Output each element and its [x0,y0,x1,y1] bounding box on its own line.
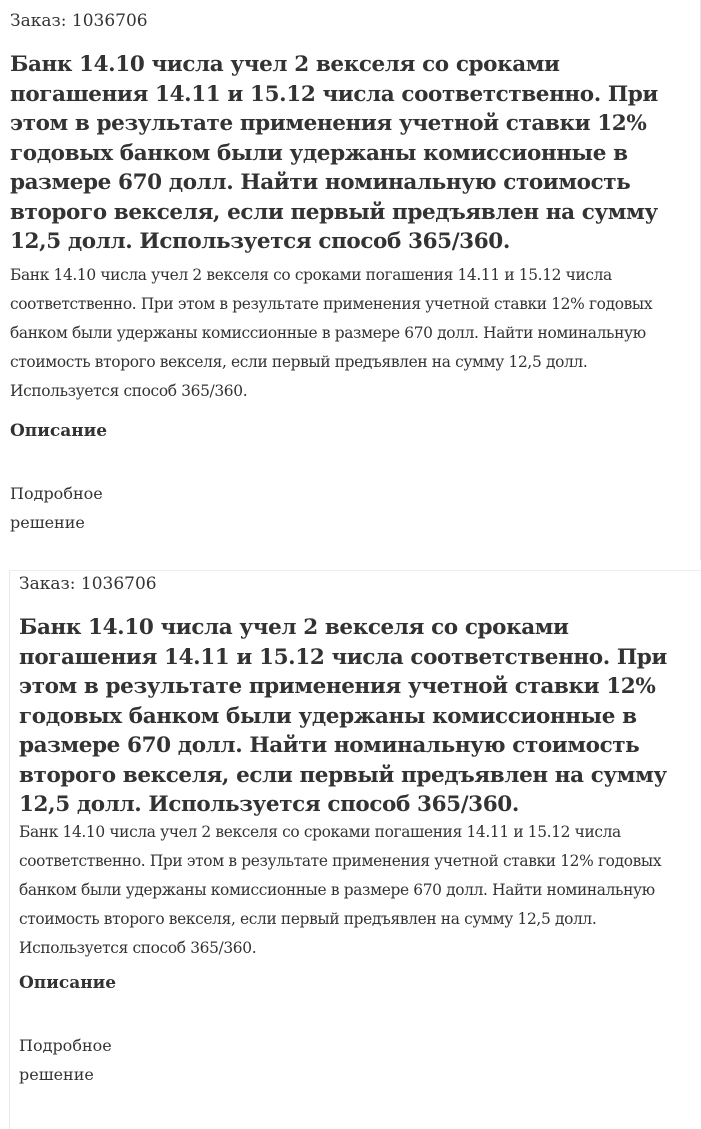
description-heading: Описание [19,973,117,993]
detailed-solution-label: Подробное решение [10,484,103,532]
problem-title: Банк 14.10 числа учел 2 векселя со сроками погашения 14.11 и 15.12 числа соответственно. При этом в результате применения учетной ставки 12% годовых банком были удержаны комиссионные в размере 670 долл. Найти номинальную стоимость второго векселя, если первый предъявлен на сумму 12,5 долл. Используется способ 365/360. [10,52,658,254]
problem-text: Банк 14.10 числа учел 2 векселя со сроками погашения 14.11 и 15.12 числа соответственно. При этом в результате применения учетной ставки 12% годовых банком были удержаны комиссионные в размере 670 долл. Найти номинальную стоимость второго векселя, если первый предъявлен на сумму 12,5 долл. Используется способ 365/360. [10,266,653,400]
order-block-duplicate [9,570,701,1129]
problem-title: Банк 14.10 числа учел 2 векселя со сроками погашения 14.11 и 15.12 числа соответственно. При этом в результате применения учетной ставки 12% годовых банком были удержаны комиссионные в размере 670 долл. Найти номинальную стоимость второго векселя, если первый предъявлен на сумму 12,5 долл. Используется способ 365/360. [19,615,667,817]
order-number: Заказ: 1036706 [10,11,148,31]
order-number: Заказ: 1036706 [19,574,157,594]
problem-text: Банк 14.10 числа учел 2 векселя со сроками погашения 14.11 и 15.12 числа соответственно. При этом в результате применения учетной ставки 12% годовых банком были удержаны комиссионные в размере 670 долл. Найти номинальную стоимость второго векселя, если первый предъявлен на сумму 12,5 долл. Используется способ 365/360. [19,823,662,957]
detailed-solution-label: Подробное решение [19,1036,112,1084]
description-heading: Описание [10,421,108,441]
order-block [0,0,701,560]
